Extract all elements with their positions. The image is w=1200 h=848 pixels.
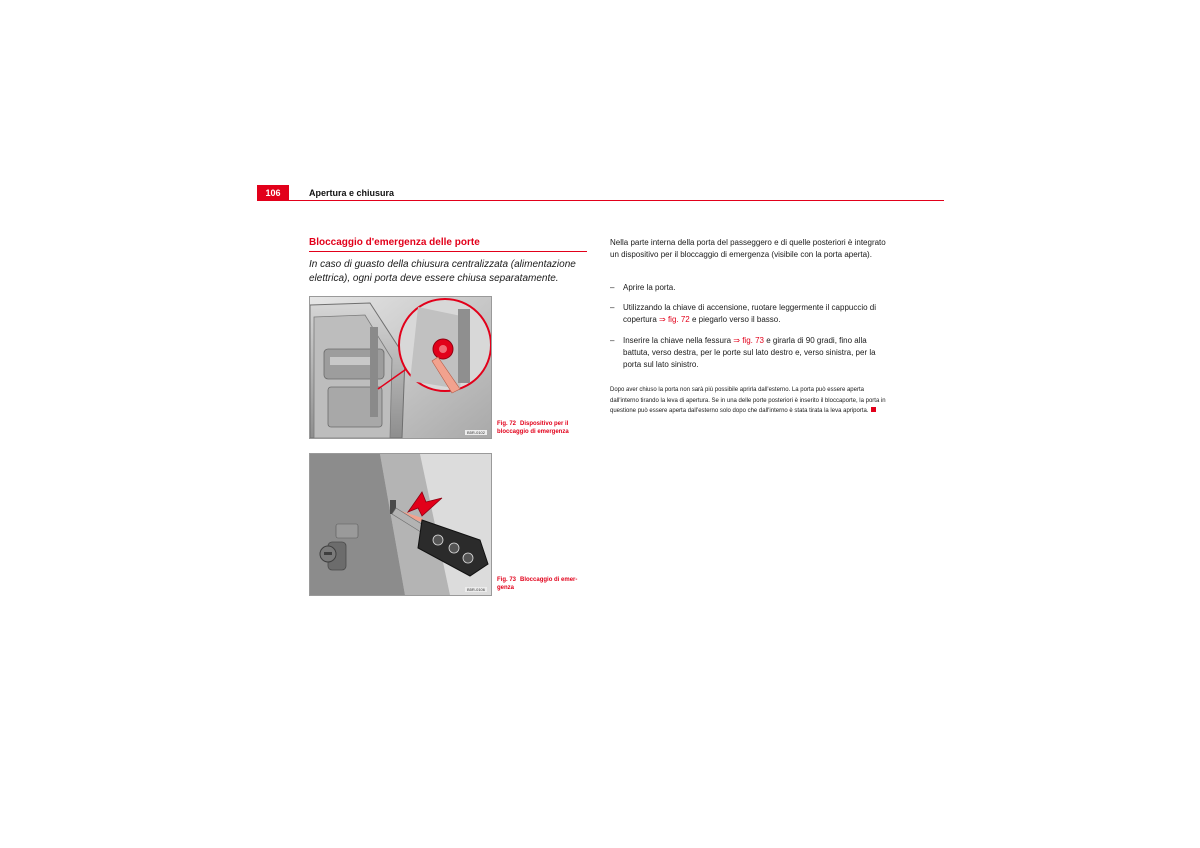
figure-72 <box>309 296 492 439</box>
figure-code: B5R-0102 <box>466 430 485 435</box>
section-intro: In caso di guasto della chiusura centralizzata (alimentazione elettrica), ogni porta deve essere chiusa separatamente. <box>309 259 576 284</box>
figure-caption <box>497 576 589 592</box>
step-text-part: Inserire la chiave nella fessura <box>623 336 734 345</box>
page-number: 106 <box>257 185 289 201</box>
figure-73 <box>309 453 492 596</box>
key-in-slot-illustration-icon <box>310 454 491 595</box>
body-intro: Nella parte interna della porta del passeggero e di quelle posteriori è integrato un dispositivo per il bloccaggio di emergenza (visibile con la porta aperta). <box>610 238 886 259</box>
step-text-part: e piegarlo verso il basso. <box>689 315 781 324</box>
chapter-title: Apertura e chiusura <box>309 188 395 198</box>
step-text <box>623 335 892 371</box>
step-item <box>610 335 892 371</box>
figure-code: B5R-0106 <box>466 587 485 592</box>
figure-caption <box>497 420 589 436</box>
end-of-section-marker-icon <box>871 407 876 412</box>
note-text: Dopo aver chiuso la porta non sarà più possibile aprirla dall'esterno. La porta può essere aperta dall'interno tirando la leva di apertura. Se in una delle porte posteriori è inserito il bloccaporte, la porta in questione può essere aperta dall'esterno solo dopo che dall'interno è stata tirata la leva apriporta. <box>610 387 886 415</box>
step-text-part: e girarla di 90 gradi, fino alla battuta, verso destra, per le porte sul lato destro e, verso sinistra, per la porta sul lato sinistro. <box>623 336 876 369</box>
step-text-part: Aprire la porta. <box>623 283 676 292</box>
step-text <box>623 302 892 326</box>
figure-reference-link[interactable]: ⇒ fig. 73 <box>733 336 764 345</box>
figure-number: Fig. 73 <box>497 577 517 583</box>
step-dash: – <box>610 336 615 345</box>
step-dash: – <box>610 303 615 312</box>
header-rule <box>257 200 944 201</box>
figure-number: Fig. 72 <box>497 421 517 427</box>
section-heading: Bloccaggio d'emergenza delle porte <box>309 237 587 252</box>
figure-reference-link[interactable]: ⇒ fig. 72 <box>659 315 690 324</box>
step-text <box>623 282 892 294</box>
figure-caption-text: Dispositivo per il bloccaggio di emergenza <box>497 421 569 435</box>
door-lock-cap-illustration-icon <box>310 297 491 438</box>
step-text-part: Utilizzando la chiave di accensione, ruotare leggermente il cappuccio di copertura <box>623 303 877 324</box>
figure-caption-text: Bloccaggio di emer- genza <box>497 577 578 591</box>
step-item <box>610 302 892 326</box>
step-dash: – <box>610 283 615 292</box>
step-item <box>610 282 892 294</box>
note-paragraph <box>610 385 892 417</box>
